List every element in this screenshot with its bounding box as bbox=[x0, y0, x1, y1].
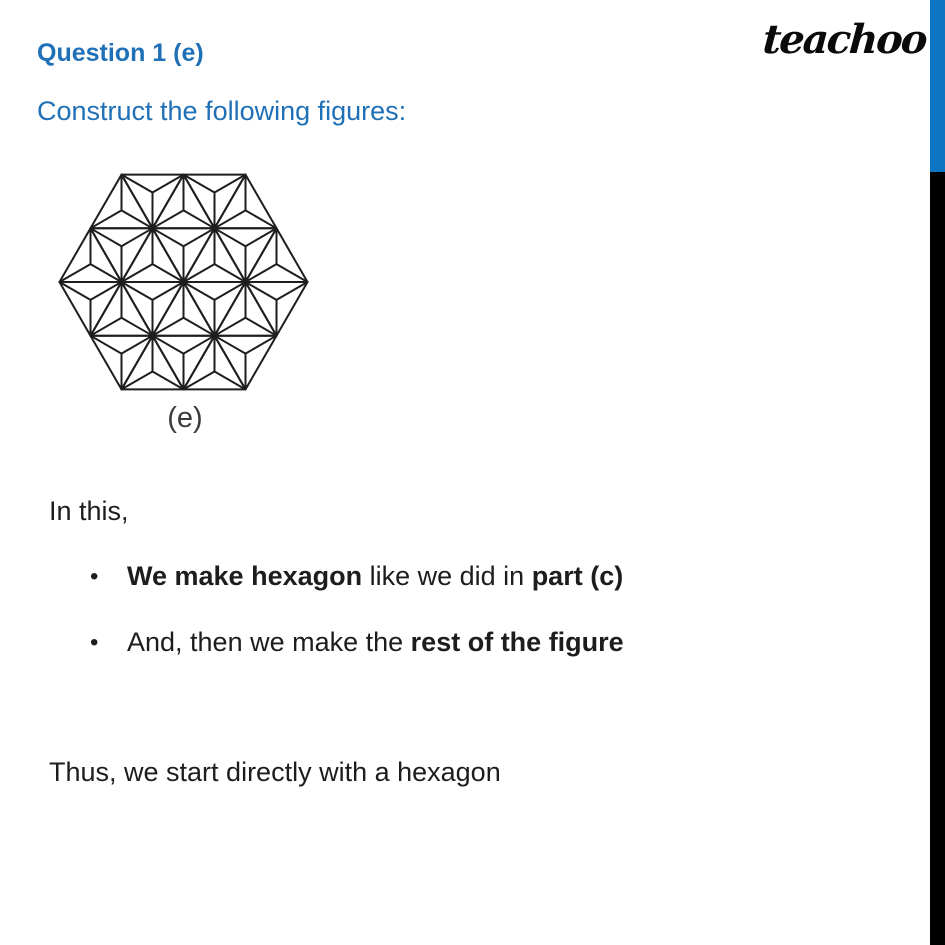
bullet-dot-icon: • bbox=[90, 563, 99, 590]
figure-label: (e) bbox=[167, 402, 203, 434]
bullet-text: We make hexagon like we did in part (c) bbox=[127, 561, 624, 591]
bullet-text: And, then we make the rest of the figure bbox=[127, 627, 624, 657]
teachoo-logo: teachoo bbox=[761, 16, 928, 63]
right-edge-black-bar bbox=[930, 172, 945, 945]
intro-text: In this, bbox=[49, 496, 129, 526]
bullet-dot-icon: • bbox=[90, 629, 99, 656]
right-edge-blue-bar bbox=[930, 0, 945, 172]
question-subtitle: Construct the following figures: bbox=[37, 96, 407, 126]
question-title: Question 1 (e) bbox=[37, 39, 204, 67]
hexagon-pattern-figure bbox=[40, 160, 330, 405]
bullet-item bbox=[90, 561, 623, 592]
conclusion-text: Thus, we start directly with a hexagon bbox=[49, 757, 501, 787]
bullet-item bbox=[90, 627, 624, 658]
